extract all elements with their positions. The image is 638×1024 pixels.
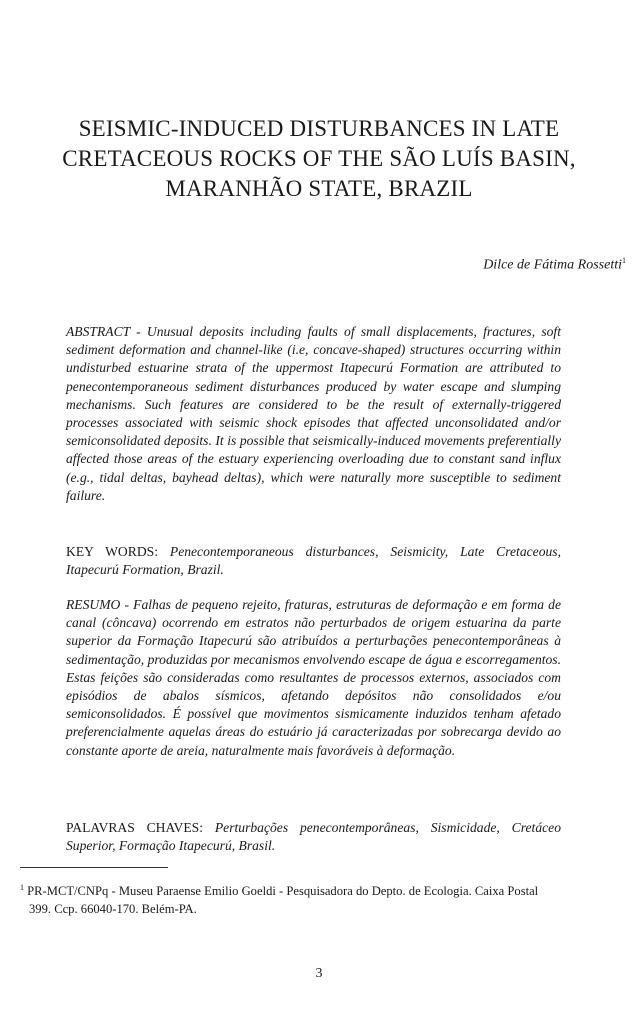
- abstract-label: ABSTRACT: [66, 324, 130, 339]
- paper-title: [40, 114, 598, 204]
- palavras-label: PALAVRAS CHAVES:: [66, 820, 215, 835]
- footnote-line-2: 399. Ccp. 66040-170. Belém-PA.: [29, 902, 197, 917]
- title-line-2: CRETACEOUS ROCKS OF THE SÃO LUÍS BASIN,: [62, 146, 576, 171]
- footnote: [20, 879, 624, 918]
- keywords-text: Penecontemporaneous disturbances, Seismicity, Late Cretaceous, Itapecurú Formation, Brazil.: [66, 544, 561, 578]
- keywords-section: [66, 543, 561, 579]
- footnote-mark: 1: [20, 883, 24, 892]
- abstract-section: [66, 323, 561, 505]
- author: [483, 256, 626, 274]
- title-line-1: SEISMIC-INDUCED DISTURBANCES IN LATE: [78, 116, 560, 141]
- palavras-text: Perturbações penecontemporâneas, Sismicidade, Cretáceo Superior, Formação Itapecurú, Brasil.: [66, 820, 561, 854]
- resumo-text: - Falhas de pequeno rejeito, fraturas, estruturas de deformação e em forma de canal (côncava) ocorrendo em estratos não perturbados de origem estuarina da parte superior da Formação Itapecurú são atribuídos a perturbações penecontemporâneas à sedimentação, produzidas por mecanismos envolvendo escape de água e escorregamentos. Estas feições são consideradas como resultantes de processos externos, associados com episódios de abalos sísmicos, afetando depósitos não consolidados e/ou semiconsolidados. É possível que movimentos sismicamente induzidos tenham afetado preferencialmente aquelas áreas do estuário já caracterizadas por sobrecarga devido ao constante aporte de areia, naturalmente mais favoráveis à deformação.: [66, 597, 561, 758]
- author-name: Dilce de Fátima Rossetti: [483, 257, 622, 273]
- footnote-divider: [20, 867, 168, 868]
- title-line-3: MARANHÃO STATE, BRAZIL: [165, 176, 473, 201]
- resumo-label: RESUMO: [66, 597, 121, 612]
- author-footnote-mark: 1: [622, 256, 626, 265]
- keywords-label: KEY WORDS:: [66, 544, 170, 559]
- page-number: 3: [315, 966, 323, 981]
- resumo-section: [66, 596, 561, 760]
- palavras-chaves-section: [66, 819, 561, 855]
- abstract-text: - Unusual deposits including faults of small displacements, fractures, soft sediment deformation and channel-like (i.e, concave-shaped) structures occurring within undisturbed estuarine strata of the uppermost Itapecurú Formation are attributed to penecontemporaneous sediment disturbances produced by water escape and slumping mechanisms. Such features are considered to be the result of externally-triggered processes associated with seismic shock episodes that affected unconsolidated and/or semiconsolidated deposits. It is possible that seismically-induced movements preferentially affected those areas of the estuary experiencing overloading due to constant sand influx (e.g., tidal deltas, bayhead deltas), which were naturally more susceptible to sediment failure.: [66, 324, 561, 503]
- footnote-line-1: PR-MCT/CNPq - Museu Paraense Emilio Goeldi - Pesquisadora do Depto. de Ecologia. Caixa Postal: [24, 884, 539, 899]
